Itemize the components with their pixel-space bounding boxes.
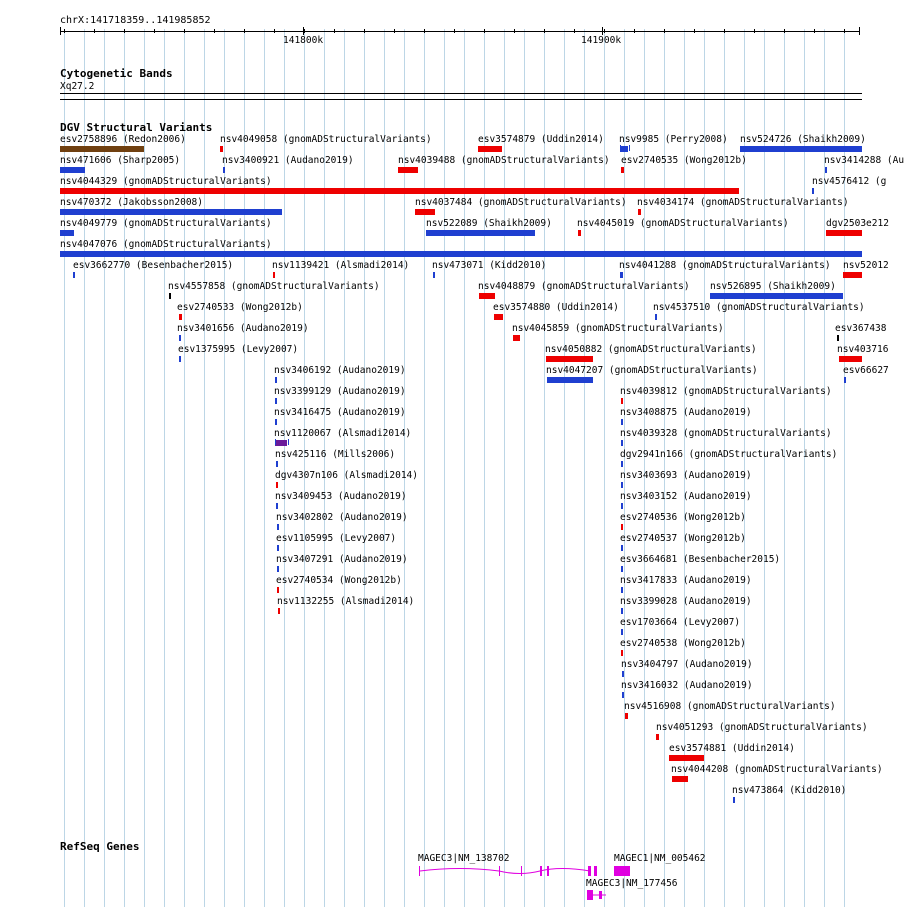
refseq-gene-label[interactable]: MAGEC3|NM_177456 [586, 878, 678, 889]
gene-exon [540, 866, 542, 876]
dgv-feature-label[interactable]: esv367438 [835, 323, 887, 334]
dgv-feature-label[interactable]: nsv4039488 (gnomADStructuralVariants) [398, 155, 610, 166]
dgv-feature-label[interactable]: nsv4047076 (gnomADStructuralVariants) [60, 239, 272, 250]
dgv-feature-label[interactable]: nsv3403152 (Audano2019) [620, 491, 752, 502]
gene-exon [419, 866, 420, 876]
dgv-feature-label[interactable]: nsv3400921 (Audano2019) [222, 155, 354, 166]
gene-exon [588, 866, 591, 876]
dgv-feature-label[interactable]: nsv3414288 (Au [824, 155, 904, 166]
dgv-feature-label[interactable]: nsv4516908 (gnomADStructuralVariants) [624, 701, 836, 712]
dgv-feature-label[interactable]: nsv4051293 (gnomADStructuralVariants) [656, 722, 868, 733]
dgv-feature-label[interactable]: nsv3399028 (Audano2019) [620, 596, 752, 607]
dgv-feature-label[interactable]: nsv4050882 (gnomADStructuralVariants) [545, 344, 757, 355]
dgv-feature-label[interactable]: nsv4047207 (gnomADStructuralVariants) [546, 365, 758, 376]
ruler-tick-label-141900k: 141900k [581, 35, 622, 46]
dgv-feature-label[interactable]: nsv4044208 (gnomADStructuralVariants) [671, 764, 883, 775]
dgv-feature-label[interactable]: nsv4049058 (gnomADStructuralVariants) [220, 134, 432, 145]
dgv-feature-label[interactable]: nsv425116 (Mills2006) [275, 449, 396, 460]
dgv-feature-label[interactable]: nsv471606 (Sharp2005) [60, 155, 181, 166]
gene-exon [614, 866, 630, 876]
dgv-feature-label[interactable]: nsv470372 (Jakobsson2008) [60, 197, 203, 208]
ruler-range-label: chrX:141718359..141985852 [60, 15, 211, 26]
dgv-feature-label[interactable]: esv3574880 (Uddin2014) [493, 302, 619, 313]
dgv-feature-label[interactable]: esv2740537 (Wong2012b) [620, 533, 746, 544]
dgv-feature-label[interactable]: esv66627 [843, 365, 889, 376]
dgv-feature-label[interactable]: esv3574881 (Uddin2014) [669, 743, 795, 754]
dgv-feature-label[interactable]: esv3664681 (Besenbacher2015) [620, 554, 781, 565]
dgv-track-title[interactable]: DGV Structural Variants [60, 121, 213, 134]
dgv-feature-label[interactable]: nsv1132255 (Alsmadi2014) [277, 596, 415, 607]
dgv-feature-label[interactable]: nsv1120067 (Alsmadi2014) [274, 428, 412, 439]
dgv-feature-label[interactable]: nsv9985 (Perry2008) [619, 134, 728, 145]
dgv-feature-label[interactable]: nsv473864 (Kidd2010) [732, 785, 847, 796]
dgv-feature-label[interactable]: nsv3417833 (Audano2019) [620, 575, 752, 586]
dgv-feature-label[interactable]: esv2758896 (Redon2006) [60, 134, 186, 145]
dgv-feature-label[interactable]: nsv3402802 (Audano2019) [276, 512, 408, 523]
dgv-feature-label[interactable]: esv3662770 (Besenbacher2015) [73, 260, 234, 271]
gene-exon [547, 866, 549, 876]
gene-exon [594, 866, 597, 876]
dgv-feature-label[interactable]: nsv4037484 (gnomADStructuralVariants) [415, 197, 627, 208]
dgv-feature-label[interactable]: nsv3407291 (Audano2019) [276, 554, 408, 565]
dgv-feature-label[interactable]: esv1375995 (Levy2007) [178, 344, 299, 355]
dgv-feature-label[interactable]: nsv3404797 (Audano2019) [621, 659, 753, 670]
gene-exon [521, 866, 522, 876]
dgv-feature-label[interactable]: esv2740536 (Wong2012b) [620, 512, 746, 523]
refseq-gene-label[interactable]: MAGEC1|NM_005462 [614, 853, 706, 864]
dgv-feature-label[interactable]: nsv3403693 (Audano2019) [620, 470, 752, 481]
cytoband-label: Xq27.2 [60, 81, 95, 92]
gene-exon [499, 866, 500, 876]
dgv-feature-label[interactable]: dgv2503e212 [826, 218, 889, 229]
refseq-gene-label[interactable]: MAGEC3|NM_138702 [418, 853, 510, 864]
dgv-feature-label[interactable]: nsv526895 (Shaikh2009) [710, 281, 836, 292]
dgv-feature-label[interactable]: nsv524726 (Shaikh2009) [740, 134, 866, 145]
dgv-feature-label[interactable]: nsv3408875 (Audano2019) [620, 407, 752, 418]
dgv-feature-label[interactable]: nsv3401656 (Audano2019) [177, 323, 309, 334]
dgv-feature-label[interactable]: nsv3399129 (Audano2019) [274, 386, 406, 397]
gene-exon [599, 891, 602, 899]
dgv-feature-label[interactable]: nsv3409453 (Audano2019) [275, 491, 407, 502]
dgv-feature-label[interactable]: nsv473071 (Kidd2010) [432, 260, 547, 271]
dgv-feature-label[interactable]: nsv4039328 (gnomADStructuralVariants) [620, 428, 832, 439]
dgv-feature-label[interactable]: esv1703664 (Levy2007) [620, 617, 741, 628]
dgv-feature-label[interactable]: nsv4045859 (gnomADStructuralVariants) [512, 323, 724, 334]
dgv-feature-label[interactable]: nsv4537510 (gnomADStructuralVariants) [653, 302, 865, 313]
dgv-feature-label[interactable]: nsv4039812 (gnomADStructuralVariants) [620, 386, 832, 397]
dgv-feature-label[interactable]: esv2740534 (Wong2012b) [276, 575, 402, 586]
dgv-feature-label[interactable]: dgv2941n166 (gnomADStructuralVariants) [620, 449, 838, 460]
dgv-feature-label[interactable]: esv2740538 (Wong2012b) [620, 638, 746, 649]
dgv-feature-label[interactable]: nsv1139421 (Alsmadi2014) [272, 260, 410, 271]
ruler-tick-label-141800k: 141800k [283, 35, 324, 46]
dgv-feature-label[interactable]: nsv52012 [843, 260, 889, 271]
dgv-feature-label[interactable]: esv2740533 (Wong2012b) [177, 302, 303, 313]
cytobands-track-title[interactable]: Cytogenetic Bands [60, 67, 173, 80]
dgv-feature-label[interactable]: nsv522089 (Shaikh2009) [426, 218, 552, 229]
gene-exon [587, 890, 593, 900]
dgv-feature-label[interactable]: nsv4557858 (gnomADStructuralVariants) [168, 281, 380, 292]
refseq-track-title[interactable]: RefSeq Genes [60, 840, 140, 853]
dgv-feature-label[interactable]: nsv4049779 (gnomADStructuralVariants) [60, 218, 272, 229]
dgv-feature-label[interactable]: nsv4048879 (gnomADStructuralVariants) [478, 281, 690, 292]
dgv-feature-label[interactable]: nsv4045019 (gnomADStructuralVariants) [577, 218, 789, 229]
dgv-feature-label[interactable]: nsv4576412 (g [812, 176, 887, 187]
dgv-feature-label[interactable]: nsv3406192 (Audano2019) [274, 365, 406, 376]
dgv-feature-label[interactable]: nsv403716 [837, 344, 889, 355]
dgv-feature-label[interactable]: nsv4034174 (gnomADStructuralVariants) [637, 197, 849, 208]
dgv-feature-label[interactable]: nsv3416475 (Audano2019) [274, 407, 406, 418]
gene-intron-line [420, 869, 590, 874]
dgv-feature-label[interactable]: dgv4307n106 (Alsmadi2014) [275, 470, 418, 481]
dgv-feature-label[interactable]: nsv4044329 (gnomADStructuralVariants) [60, 176, 272, 187]
dgv-feature-label[interactable]: nsv4041288 (gnomADStructuralVariants) [619, 260, 831, 271]
dgv-feature-label[interactable]: nsv3416032 (Audano2019) [621, 680, 753, 691]
dgv-feature-label[interactable]: esv2740535 (Wong2012b) [621, 155, 747, 166]
dgv-feature-label[interactable]: esv1105995 (Levy2007) [276, 533, 397, 544]
dgv-feature-label[interactable]: esv3574879 (Uddin2014) [478, 134, 604, 145]
